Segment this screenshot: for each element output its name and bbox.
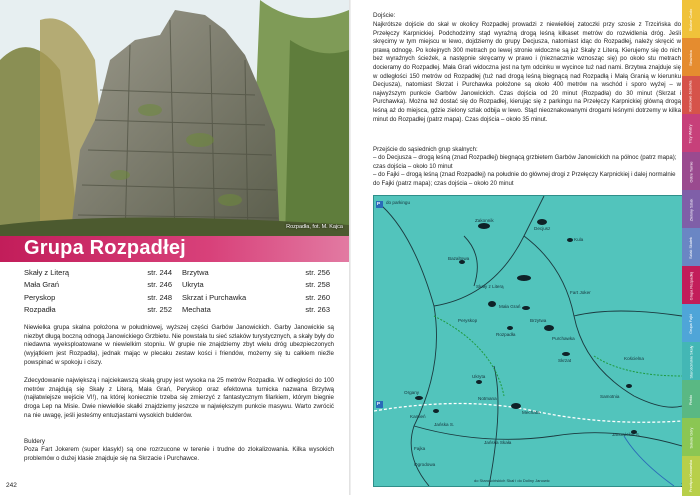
map-label-kula: Kula [574,237,584,242]
chapter-tab[interactable]: Starościńskie Skały [682,342,700,382]
map-label-ukryta: Ukryta [472,374,486,379]
chapter-tab[interactable]: Strużnica [682,38,700,78]
map-label-do-parkingu: do parkingu [386,200,411,205]
transition-fajka: – do Fajki – drogą leśną (znad Rozpadłej) na południe do głównej drogi z Przełęczy Karpnickiej i dalej normalnie do Fajki (patrz mapa); czas dojścia – około 20 minut [373,171,676,187]
intro-paragraph: Niewielka grupa skalna położona w południowej, wyższej części Garbów Janowickich. Garby Janowickie są niezbyt długą boczną odnogą Janowickiego Grzbietu. Nie powstała tu sieć szlaków turystycznych, a skały były do niedawna wyeksploatowane w niewielkim stopniu. W grupie nie znajdziemy zbyt wielu dróg ubezpieczonych (wyjątkiem jest Rozpadła), jednak mając w plecaku zestaw kości i friendów, możemy się tu całkiem nieźle powspinać w spokoju i ciszy. [24,324,334,366]
route-index-row[interactable]: Rozpadła str. 252 [24,304,172,314]
map-label-peryskop: Peryskop [458,318,478,323]
route-index-row[interactable]: Skały z Literą str. 244 [24,268,172,277]
page-number-left: 242 [6,482,17,489]
map-label-decjusz: Decjusz [534,226,551,231]
map-parking-label: P [377,201,381,206]
map-label-mechata: Mechata [522,410,540,415]
transitions-list [373,154,681,188]
map-label-purchawka: Purchawka [552,336,575,341]
bouldering-paragraph: Poza Fart Jokerem (super klasyk!) są one rozrzucone w terenie i trudne do zlokalizowania. Kilka wysokich problemów o dużej klasie znajduje się na Skrzacie i Purchawce. [24,446,334,462]
rock-photo-illustration [0,0,349,240]
map-label-janowickie-s: Janowickie S. [612,432,641,437]
chapter-tab[interactable]: Szlak Skałek [682,228,700,268]
chapter-tab-active[interactable]: Grupa Rozpadłej [682,266,700,306]
chapter-tab[interactable]: Grupa Fajki [682,304,700,344]
chapter-tab[interactable]: Sokole Góry [682,418,700,458]
chapter-tabs [682,0,700,495]
right-page [351,0,700,495]
map-label-bazaltowa: Bazaltowa [448,256,470,261]
map-label-janska-skala: Jańska Skała [484,440,512,445]
map-label-organy: Organy [404,390,420,395]
map-label-notmana: Notmana [478,396,497,401]
map-label-skaly-z-litera: Skały z Literą [476,284,504,289]
map-label-fart-joker: Fart Joker [570,290,591,295]
approach-heading: Dojście: [373,12,396,19]
route-index-left-column [24,268,172,317]
route-index-row[interactable]: Peryskop str. 248 [24,292,172,302]
page-title: Grupa Rozpadłej [24,237,186,259]
map-label-kamien: Kamień [410,414,426,419]
route-index-right-column [182,268,330,317]
rock-photo [0,0,349,240]
map-label-koscielna: Kościelna [624,356,644,361]
map-parking-label: P [377,401,381,406]
chapter-tab[interactable]: Trzy Wiatry [682,114,700,154]
map-label-janska-s: Jańska S. [434,422,455,427]
chapter-tab[interactable]: Ostre Turnie [682,152,700,192]
map-label-fajka: Fajka [414,446,426,451]
map-drawing [374,196,682,486]
chapter-tab[interactable]: Skalne Czoło [682,0,700,40]
map-footer-label: do Starościńskich Skał i do Doliny Janowic [474,478,550,483]
route-index-row[interactable]: Brzytwa str. 256 [182,268,330,277]
route-index-row[interactable]: Ukryta str. 258 [182,280,330,290]
map-label-ogrodowa: Ogrodowa [414,462,436,467]
title-band [0,236,349,262]
chapter-tab[interactable]: Zielony Szlak [682,190,700,230]
map-label-brzytwa: Brzytwa [530,318,547,323]
route-index-row[interactable]: Mała Grań str. 246 [24,280,172,290]
map-label-rozpadla: Rozpadła [496,332,516,337]
map-label-skrzat: Skrzat [558,358,572,363]
transitions-heading: Przejście do sąsiednich grup skalnych: [373,146,478,153]
map-label-mala-gran: Mała Grań [499,304,521,309]
chapter-tab[interactable]: Przełęcz Kowarska [682,456,700,496]
photo-caption: Rozpadła, fot. M. Kajca [286,224,343,230]
bouldering-heading: Buldery [24,438,45,445]
route-index-row[interactable]: Mechata str. 263 [182,304,330,314]
chapter-tab[interactable]: Kolorowe Jeziorka [682,76,700,116]
left-page [0,0,349,495]
approach-paragraph: Najkrótsze dojście do skał w okolicy Rozpadłej prowadzi z niewielkiej zatoczki przy szosie z Trzcińska do Przełęczy Karpnickiej. Podchodzimy stąd wyraźną drogą leśną kilkaset metrów do rozwidlenia dróg. Jeśli skręcimy w tym miejscu w lewo, dojdziemy do grupy Decjusza, natomiast idąc do Rozpadłej, należy skręcić w prawą odnogę. Po kolejnych 300 metrach po lewej stronie widoczne są już Skały z Literą. Kierujemy się do nich bez wyraźnych ścieżek, a następnie skręcamy w prawo i (nieznacznie wznosząc się) po około stu metrach docieramy do Rozpadłej. Mała Grań widoczna jest na tym odcinku w wycince tuż nad nami. Brzytwa znajduje się w odległości 150 metrów od Rozpadłej (tuż nad drogą leśną biegnącą nad Rozpadłą i Małą Granią w kierunku Decjusza), natomiast Skrzat i Purchawka położone są około 400 metrów na wschód i sporo wyżej – w najwyższym punkcie Garbów Janowickich. Czas dojścia od 20 minut (Rozpadła) do 30 minut (Skrzat i Purchawka). Można też dostać się do Rozpadłej, kierując się z parkingu na Przełęczy Karpnickiej główną drogą leśną aż do miejsca, gdzie zielony szlak odbija w lewo. Stąd nieoznakowanymi drogami leśnymi dotrzemy w kilka minut do Rozpadłej (patrz mapa). Czas dojścia – około 35 minut. [373,21,681,123]
transition-decjusz: – do Decjusza – drogą leśną (znad Rozpadłej) biegnącą grzbietem Garbów Janowickich na północ (patrz mapa); czas dojścia – około 10 minut [373,154,677,170]
map-label-samotnia: Samotnia [600,394,620,399]
map-label-zakonnik: Zakonnik [475,218,494,223]
area-map[interactable] [373,195,683,487]
chapter-tab[interactable]: Piekło [682,380,700,420]
route-index-row[interactable]: Skrzat i Purchawka str. 260 [182,292,330,302]
description-paragraph: Zdecydowanie największą i najciekawszą skałą grupy jest wysoka na 25 metrów Rozpadła. W odległości do 100 metrów znajdują się Skały z Literą, Mała Grań, Peryskop oraz efektowna turnicka nazwana Brzytwą (najłatwiejsze wejście VI!), na której koniecznie trzeba się zmierzyć z fantastycznym filarkiem, którym biegnie droga Lep na Misie. Dwie niewielkie skałki znajdziemy jeszcze w największym punkcie masywu. Warto zwrócić na nie uwagę, jeśli jesteśmy entuzjastami wysokich bulderów. [24,377,334,419]
